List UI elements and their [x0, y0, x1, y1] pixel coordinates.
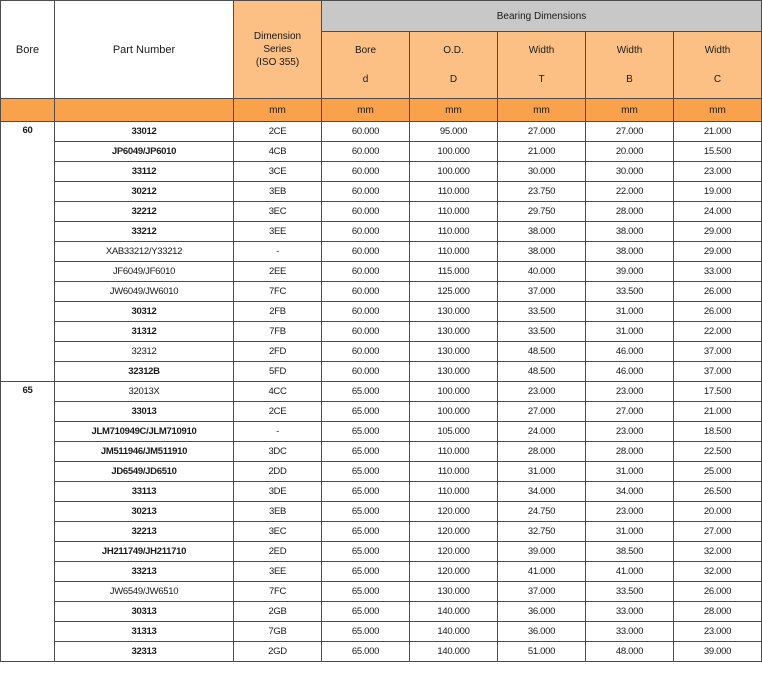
bore-d-cell: 60.000 [322, 202, 410, 222]
bore-d-cell: 60.000 [322, 182, 410, 202]
table-row [1, 382, 762, 402]
part-number-cell: 33213 [55, 562, 234, 582]
width-b-cell: 33.000 [586, 622, 674, 642]
unit-blank-cell [1, 99, 55, 122]
outer-diameter-cell: 110.000 [410, 202, 498, 222]
part-number-cell: XAB33212/Y33212 [55, 242, 234, 262]
dimension-series-cell: 2FB [234, 302, 322, 322]
column-name: O.D. [443, 45, 464, 56]
part-number-cell: 32212 [55, 202, 234, 222]
width-b-cell: 33.500 [586, 282, 674, 302]
part-number-cell: JM511946/JM511910 [55, 442, 234, 462]
width-t-cell: 24.750 [498, 502, 586, 522]
dimension-series-cell: 3EE [234, 222, 322, 242]
table-row [1, 422, 762, 442]
width-t-cell: 36.000 [498, 602, 586, 622]
width-b-cell: 31.000 [586, 322, 674, 342]
bore-d-cell: 60.000 [322, 122, 410, 142]
outer-diameter-cell: 130.000 [410, 362, 498, 382]
bore-group-cell: 60 [1, 122, 55, 382]
part-number-cell: JLM710949C/JLM710910 [55, 422, 234, 442]
bore-d-cell: 65.000 [322, 382, 410, 402]
part-number-cell: 33013 [55, 402, 234, 422]
outer-diameter-cell: 100.000 [410, 382, 498, 402]
width-c-cell: 21.000 [674, 402, 762, 422]
dimension-series-cell: 2CE [234, 122, 322, 142]
bore-d-cell: 65.000 [322, 602, 410, 622]
header-bearing-dimensions: Bearing Dimensions [322, 1, 762, 32]
outer-diameter-cell: 120.000 [410, 522, 498, 542]
dimension-series-cell: 3EC [234, 202, 322, 222]
width-t-cell: 27.000 [498, 402, 586, 422]
width-b-cell: 28.000 [586, 202, 674, 222]
part-number-cell: 31313 [55, 622, 234, 642]
dimension-series-cell: 7FC [234, 282, 322, 302]
width-t-cell: 23.750 [498, 182, 586, 202]
dimension-series-cell: 7GB [234, 622, 322, 642]
outer-diameter-cell: 110.000 [410, 442, 498, 462]
column-symbol: D [449, 74, 458, 85]
part-number-cell: JF6049/JF6010 [55, 262, 234, 282]
table-row [1, 502, 762, 522]
outer-diameter-cell: 110.000 [410, 242, 498, 262]
part-number-cell: 33112 [55, 162, 234, 182]
width-b-cell: 30.000 [586, 162, 674, 182]
width-t-cell: 37.000 [498, 582, 586, 602]
outer-diameter-cell: 125.000 [410, 282, 498, 302]
width-c-cell: 32.000 [674, 542, 762, 562]
dimension-series-cell: 3DE [234, 482, 322, 502]
width-t-cell: 36.000 [498, 622, 586, 642]
bore-d-cell: 65.000 [322, 402, 410, 422]
width-b-cell: 28.000 [586, 442, 674, 462]
width-b-cell: 46.000 [586, 362, 674, 382]
dimension-series-cell: 2ED [234, 542, 322, 562]
bore-d-cell: 65.000 [322, 502, 410, 522]
unit-blank-cell [55, 99, 234, 122]
part-number-cell: 30213 [55, 502, 234, 522]
width-b-cell: 39.000 [586, 262, 674, 282]
dimension-series-cell: 3EE [234, 562, 322, 582]
width-c-cell: 24.000 [674, 202, 762, 222]
table-row [1, 562, 762, 582]
column-symbol: B [626, 74, 633, 85]
header-column [322, 32, 410, 99]
part-number-cell: 33012 [55, 122, 234, 142]
bore-d-cell: 60.000 [322, 222, 410, 242]
width-c-cell: 27.000 [674, 522, 762, 542]
table-row [1, 202, 762, 222]
width-b-cell: 23.000 [586, 422, 674, 442]
dimension-series-cell: 4CC [234, 382, 322, 402]
column-name: Width [704, 45, 731, 56]
part-number-cell: 32312 [55, 342, 234, 362]
width-c-cell: 26.500 [674, 482, 762, 502]
table-row [1, 482, 762, 502]
outer-diameter-cell: 105.000 [410, 422, 498, 442]
width-b-cell: 41.000 [586, 562, 674, 582]
outer-diameter-cell: 130.000 [410, 342, 498, 362]
table-row [1, 182, 762, 202]
width-c-cell: 22.000 [674, 322, 762, 342]
width-b-cell: 27.000 [586, 122, 674, 142]
column-symbol: C [713, 74, 722, 85]
bore-d-cell: 60.000 [322, 302, 410, 322]
dimension-series-cell: 3DC [234, 442, 322, 462]
outer-diameter-cell: 140.000 [410, 642, 498, 662]
width-t-cell: 23.000 [498, 382, 586, 402]
width-c-cell: 33.000 [674, 262, 762, 282]
part-number-cell: 30313 [55, 602, 234, 622]
bore-d-cell: 60.000 [322, 322, 410, 342]
bore-d-cell: 60.000 [322, 362, 410, 382]
dimension-series-cell: 2FD [234, 342, 322, 362]
width-b-cell: 33.500 [586, 582, 674, 602]
bore-d-cell: 60.000 [322, 242, 410, 262]
width-t-cell: 31.000 [498, 462, 586, 482]
dimension-series-cell: 2EE [234, 262, 322, 282]
column-symbol: d [362, 74, 369, 85]
part-number-cell: 30212 [55, 182, 234, 202]
width-t-cell: 21.000 [498, 142, 586, 162]
bore-d-cell: 65.000 [322, 522, 410, 542]
width-t-cell: 33.500 [498, 322, 586, 342]
dimension-series-cell: 3CE [234, 162, 322, 182]
width-c-cell: 18.500 [674, 422, 762, 442]
width-t-cell: 51.000 [498, 642, 586, 662]
dimension-series-cell: 7FB [234, 322, 322, 342]
part-number-cell: 32213 [55, 522, 234, 542]
dimension-series-cell: - [234, 242, 322, 262]
width-c-cell: 26.000 [674, 302, 762, 322]
width-c-cell: 26.000 [674, 582, 762, 602]
outer-diameter-cell: 130.000 [410, 302, 498, 322]
width-c-cell: 37.000 [674, 342, 762, 362]
width-t-cell: 40.000 [498, 262, 586, 282]
part-number-cell: JH211749/JH211710 [55, 542, 234, 562]
outer-diameter-cell: 110.000 [410, 462, 498, 482]
width-t-cell: 48.500 [498, 362, 586, 382]
unit-cell: mm [498, 99, 586, 122]
bore-d-cell: 65.000 [322, 462, 410, 482]
dimension-series-cell: 2GD [234, 642, 322, 662]
width-b-cell: 31.000 [586, 302, 674, 322]
bore-d-cell: 65.000 [322, 642, 410, 662]
width-c-cell: 39.000 [674, 642, 762, 662]
table-row [1, 222, 762, 242]
width-c-cell: 21.000 [674, 122, 762, 142]
width-t-cell: 24.000 [498, 422, 586, 442]
table-row [1, 242, 762, 262]
dimension-series-cell: 3EC [234, 522, 322, 542]
column-name: Width [528, 45, 555, 56]
width-b-cell: 46.000 [586, 342, 674, 362]
part-number-cell: JW6549/JW6510 [55, 582, 234, 602]
unit-cell: mm [234, 99, 322, 122]
table-row [1, 402, 762, 422]
bore-d-cell: 60.000 [322, 342, 410, 362]
table-row [1, 142, 762, 162]
table-row [1, 582, 762, 602]
table-row [1, 642, 762, 662]
header-dimension-series [234, 1, 322, 99]
outer-diameter-cell: 115.000 [410, 262, 498, 282]
bore-d-cell: 60.000 [322, 282, 410, 302]
part-number-cell: 32312B [55, 362, 234, 382]
width-t-cell: 28.000 [498, 442, 586, 462]
table-row [1, 522, 762, 542]
table-row [1, 362, 762, 382]
unit-cell: mm [586, 99, 674, 122]
bore-d-cell: 60.000 [322, 142, 410, 162]
width-t-cell: 48.500 [498, 342, 586, 362]
table-row [1, 282, 762, 302]
dimension-series-line: (ISO 355) [255, 57, 300, 68]
outer-diameter-cell: 120.000 [410, 562, 498, 582]
width-c-cell: 23.000 [674, 162, 762, 182]
part-number-cell: 32313 [55, 642, 234, 662]
outer-diameter-cell: 140.000 [410, 602, 498, 622]
outer-diameter-cell: 100.000 [410, 402, 498, 422]
dimension-series-line: Series [263, 44, 292, 55]
outer-diameter-cell: 110.000 [410, 182, 498, 202]
header-column [498, 32, 586, 99]
table-row [1, 322, 762, 342]
outer-diameter-cell: 95.000 [410, 122, 498, 142]
outer-diameter-cell: 130.000 [410, 582, 498, 602]
table-row [1, 442, 762, 462]
column-name: Bore [354, 45, 377, 56]
width-c-cell: 29.000 [674, 242, 762, 262]
bore-d-cell: 65.000 [322, 562, 410, 582]
width-t-cell: 34.000 [498, 482, 586, 502]
header-bore: Bore [1, 1, 55, 99]
bore-d-cell: 60.000 [322, 262, 410, 282]
part-number-cell: 33212 [55, 222, 234, 242]
part-number-cell: 31312 [55, 322, 234, 342]
width-b-cell: 31.000 [586, 522, 674, 542]
dimension-series-cell: 2CE [234, 402, 322, 422]
outer-diameter-cell: 110.000 [410, 482, 498, 502]
header-column [674, 32, 762, 99]
width-c-cell: 15.500 [674, 142, 762, 162]
dimension-series-cell: 4CB [234, 142, 322, 162]
bore-d-cell: 65.000 [322, 422, 410, 442]
dimension-series-cell: - [234, 422, 322, 442]
width-c-cell: 32.000 [674, 562, 762, 582]
width-c-cell: 37.000 [674, 362, 762, 382]
part-number-cell: JW6049/JW6010 [55, 282, 234, 302]
width-b-cell: 38.000 [586, 242, 674, 262]
dimension-series-cell: 7FC [234, 582, 322, 602]
width-t-cell: 32.750 [498, 522, 586, 542]
part-number-cell: JP6049/JP6010 [55, 142, 234, 162]
table-row [1, 462, 762, 482]
width-b-cell: 27.000 [586, 402, 674, 422]
header-part-number: Part Number [55, 1, 234, 99]
table-row [1, 302, 762, 322]
outer-diameter-cell: 140.000 [410, 622, 498, 642]
outer-diameter-cell: 100.000 [410, 142, 498, 162]
width-t-cell: 27.000 [498, 122, 586, 142]
table-row [1, 122, 762, 142]
width-c-cell: 28.000 [674, 602, 762, 622]
width-t-cell: 37.000 [498, 282, 586, 302]
width-c-cell: 22.500 [674, 442, 762, 462]
bore-d-cell: 65.000 [322, 482, 410, 502]
width-c-cell: 17.500 [674, 382, 762, 402]
width-b-cell: 22.000 [586, 182, 674, 202]
table-row [1, 342, 762, 362]
width-c-cell: 25.000 [674, 462, 762, 482]
dimension-series-cell: 2GB [234, 602, 322, 622]
width-t-cell: 38.000 [498, 242, 586, 262]
header-column [410, 32, 498, 99]
width-t-cell: 41.000 [498, 562, 586, 582]
dimension-series-cell: 3EB [234, 182, 322, 202]
bore-d-cell: 65.000 [322, 442, 410, 462]
width-b-cell: 23.000 [586, 382, 674, 402]
outer-diameter-cell: 120.000 [410, 502, 498, 522]
dimension-series-cell: 2DD [234, 462, 322, 482]
width-c-cell: 29.000 [674, 222, 762, 242]
bore-d-cell: 65.000 [322, 582, 410, 602]
part-number-cell: JD6549/JD6510 [55, 462, 234, 482]
width-b-cell: 48.000 [586, 642, 674, 662]
dimension-series-line: Dimension [253, 31, 302, 42]
width-b-cell: 20.000 [586, 142, 674, 162]
unit-cell: mm [322, 99, 410, 122]
part-number-cell: 33113 [55, 482, 234, 502]
width-b-cell: 38.000 [586, 222, 674, 242]
width-b-cell: 38.500 [586, 542, 674, 562]
table-row [1, 542, 762, 562]
header-column [586, 32, 674, 99]
width-c-cell: 20.000 [674, 502, 762, 522]
bore-d-cell: 60.000 [322, 162, 410, 182]
width-t-cell: 38.000 [498, 222, 586, 242]
bore-d-cell: 65.000 [322, 622, 410, 642]
width-b-cell: 31.000 [586, 462, 674, 482]
unit-cell: mm [674, 99, 762, 122]
outer-diameter-cell: 130.000 [410, 322, 498, 342]
bore-d-cell: 65.000 [322, 542, 410, 562]
width-t-cell: 39.000 [498, 542, 586, 562]
width-b-cell: 23.000 [586, 502, 674, 522]
column-name: Width [616, 45, 643, 56]
outer-diameter-cell: 100.000 [410, 162, 498, 182]
width-t-cell: 30.000 [498, 162, 586, 182]
outer-diameter-cell: 110.000 [410, 222, 498, 242]
width-b-cell: 33.000 [586, 602, 674, 622]
table-row [1, 162, 762, 182]
dimension-series-cell: 5FD [234, 362, 322, 382]
table-row [1, 602, 762, 622]
dimension-series-cell: 3EB [234, 502, 322, 522]
width-t-cell: 33.500 [498, 302, 586, 322]
width-c-cell: 26.000 [674, 282, 762, 302]
width-c-cell: 19.000 [674, 182, 762, 202]
width-t-cell: 29.750 [498, 202, 586, 222]
width-c-cell: 23.000 [674, 622, 762, 642]
width-b-cell: 34.000 [586, 482, 674, 502]
column-symbol: T [538, 74, 545, 85]
bore-group-cell: 65 [1, 382, 55, 662]
part-number-cell: 32013X [55, 382, 234, 402]
table-row [1, 262, 762, 282]
outer-diameter-cell: 120.000 [410, 542, 498, 562]
part-number-cell: 30312 [55, 302, 234, 322]
table-row [1, 622, 762, 642]
unit-cell: mm [410, 99, 498, 122]
